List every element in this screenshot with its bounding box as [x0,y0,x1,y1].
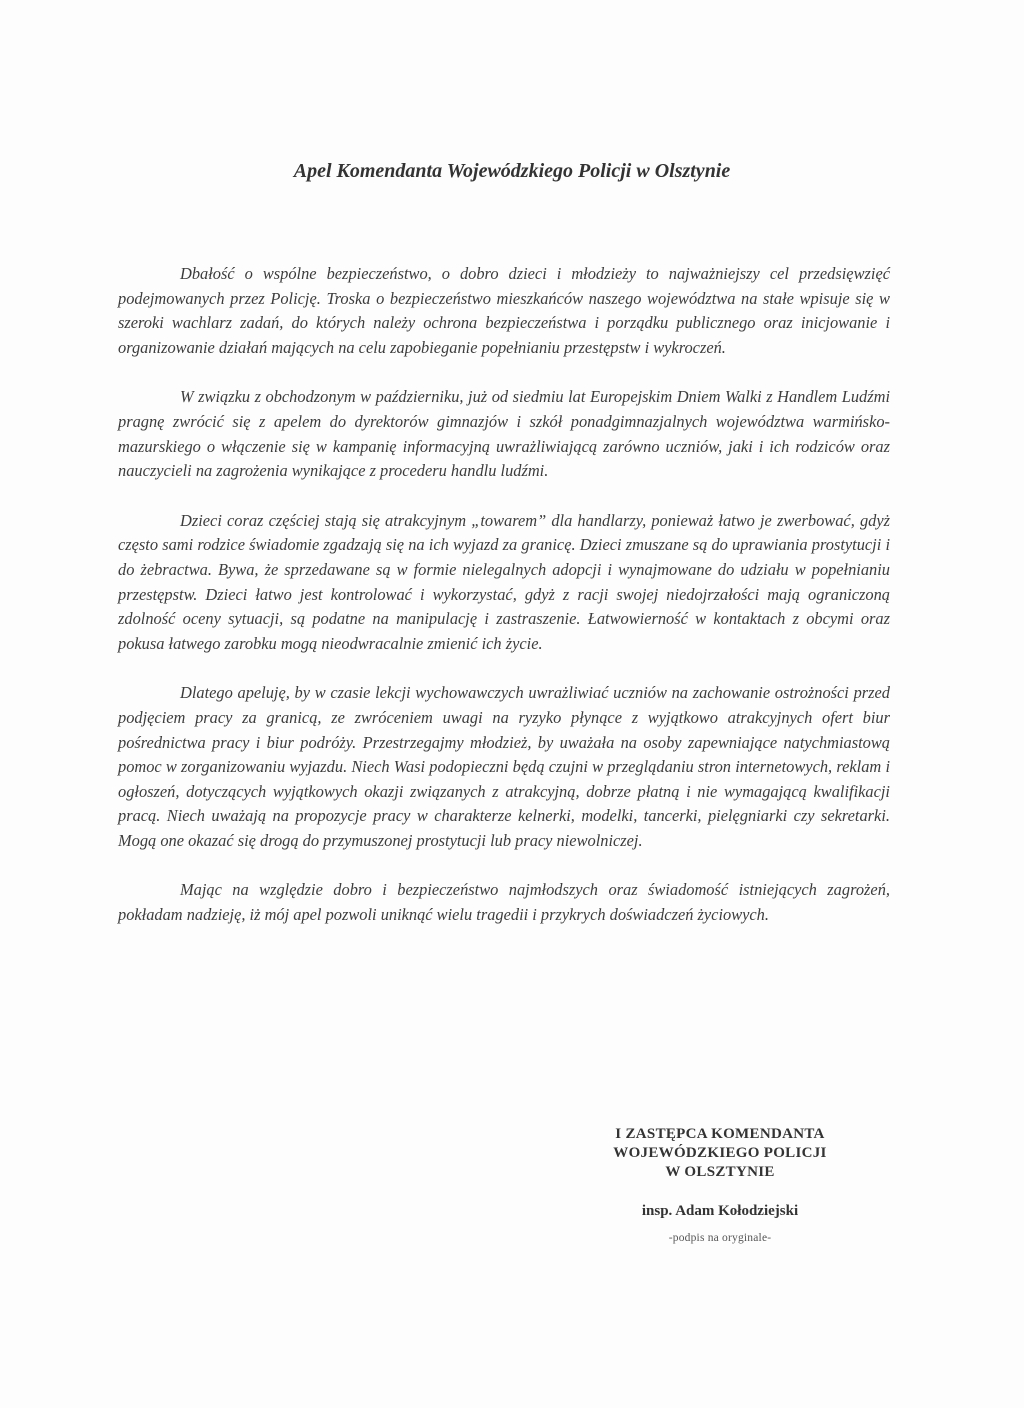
paragraph-4: Dlatego apeluję, by w czasie lekcji wychowawczych uwrażliwiać uczniów na zachowanie ostrożności przed podjęciem pracy za granicą, ze zwróceniem uwagi na ryzyko płynące z wyjątkowo atrakcyjnych ofert biur pośrednictwa pracy i biur podróży. Przestrzegajmy młodzież, by uważała na osoby zapewniające natychmiastową pomoc w zorganizowaniu wyjazdu. Niech Wasi podopieczni będą czujni w przeglądaniu stron internetowych, reklam i ogłoszeń, dotyczących wyjątkowych okazji związanych z atrakcyjną, dobrze płatną i nie wymagającą kwalifikacji pracą. Niech uważają na propozycje pracy w charakterze kelnerki, modelki, tancerki, pielęgniarki czy sekretarki. Mogą one okazać się drogą do przymuszonej prostytucji lub pracy niewolniczej. [118,683,890,850]
signature-position-line-1: I ZASTĘPCA KOMENDANTA [615,1126,825,1142]
signature-block [520,1125,920,1246]
signature-position-line-3: W OLSZTYNIE [665,1164,775,1180]
paragraph-3: Dzieci coraz częściej stają się atrakcyjnym „towarem” dla handlarzy, ponieważ łatwo je zwerbować, gdyż często sami rodzice świadomie zgadzają się na ich wyjazd za granicę. Dzieci zmuszane są do uprawiania prostytucji i do żebractwa. Bywa, że sprzedawane są w formie nielegalnych adopcji i wynajmowane do udziału w popełnianiu przestępstw. Dzieci łatwo jest kontrolować i wykorzystać, gdyż z racji swojej niedojrzałości mają ograniczoną zdolność oceny sytuacji, są podatne na manipulację i zastraszenie. Łatwowierność w kontaktach z obcymi oraz pokusa łatwego zarobku mogą nieodwracalnie zmienić ich życie. [118,510,890,653]
paragraph-1: Dbałość o wspólne bezpieczeństwo, o dobro dzieci i młodzieży to najważniejszy cel przedsięwzięć podejmowanych przez Policję. Troska o bezpieczeństwo mieszkańców naszego województwa na stałe wpisuje się w szeroki wachlarz zadań, do których należy ochrona bezpieczeństwa i porządku publicznego oraz inicjowanie i organizowanie działań mających na celu zapobieganie popełnianiu przestępstw i wykroczeń. [118,264,890,357]
document-title: Apel Komendanta Wojewódzkiego Policji w Olsztynie [293,160,731,182]
paragraph-2: W związku z obchodzonym w październiku, już od siedmiu lat Europejskim Dniem Walki z Handlem Ludźmi pragnę zwrócić się z apelem do dyrektorów gimnazjów i szkół ponadgimnazjalnych województwa warmińsko-mazurskiego o włączenie się w kampanię informacyjną uwrażliwiającą zarówno uczniów, jaki i ich rodziców oraz nauczycieli na zagrożenia wynikające z procederu handlu ludźmi. [118,387,890,481]
paragraph-5: Mając na względzie dobro i bezpieczeństwo najmłodszych oraz świadomość istniejących zagrożeń, pokładam nadzieję, iż mój apel pozwoli uniknąć wielu tragedii i przykrych doświadczeń życiowych. [118,880,890,925]
signature-note: -podpis na oryginale- [668,1232,772,1244]
signature-position-line-2: WOJEWÓDZKIEGO POLICJI [613,1145,827,1161]
signatory-name: insp. Adam Kołodziejski [641,1203,799,1219]
document-body [118,262,890,953]
